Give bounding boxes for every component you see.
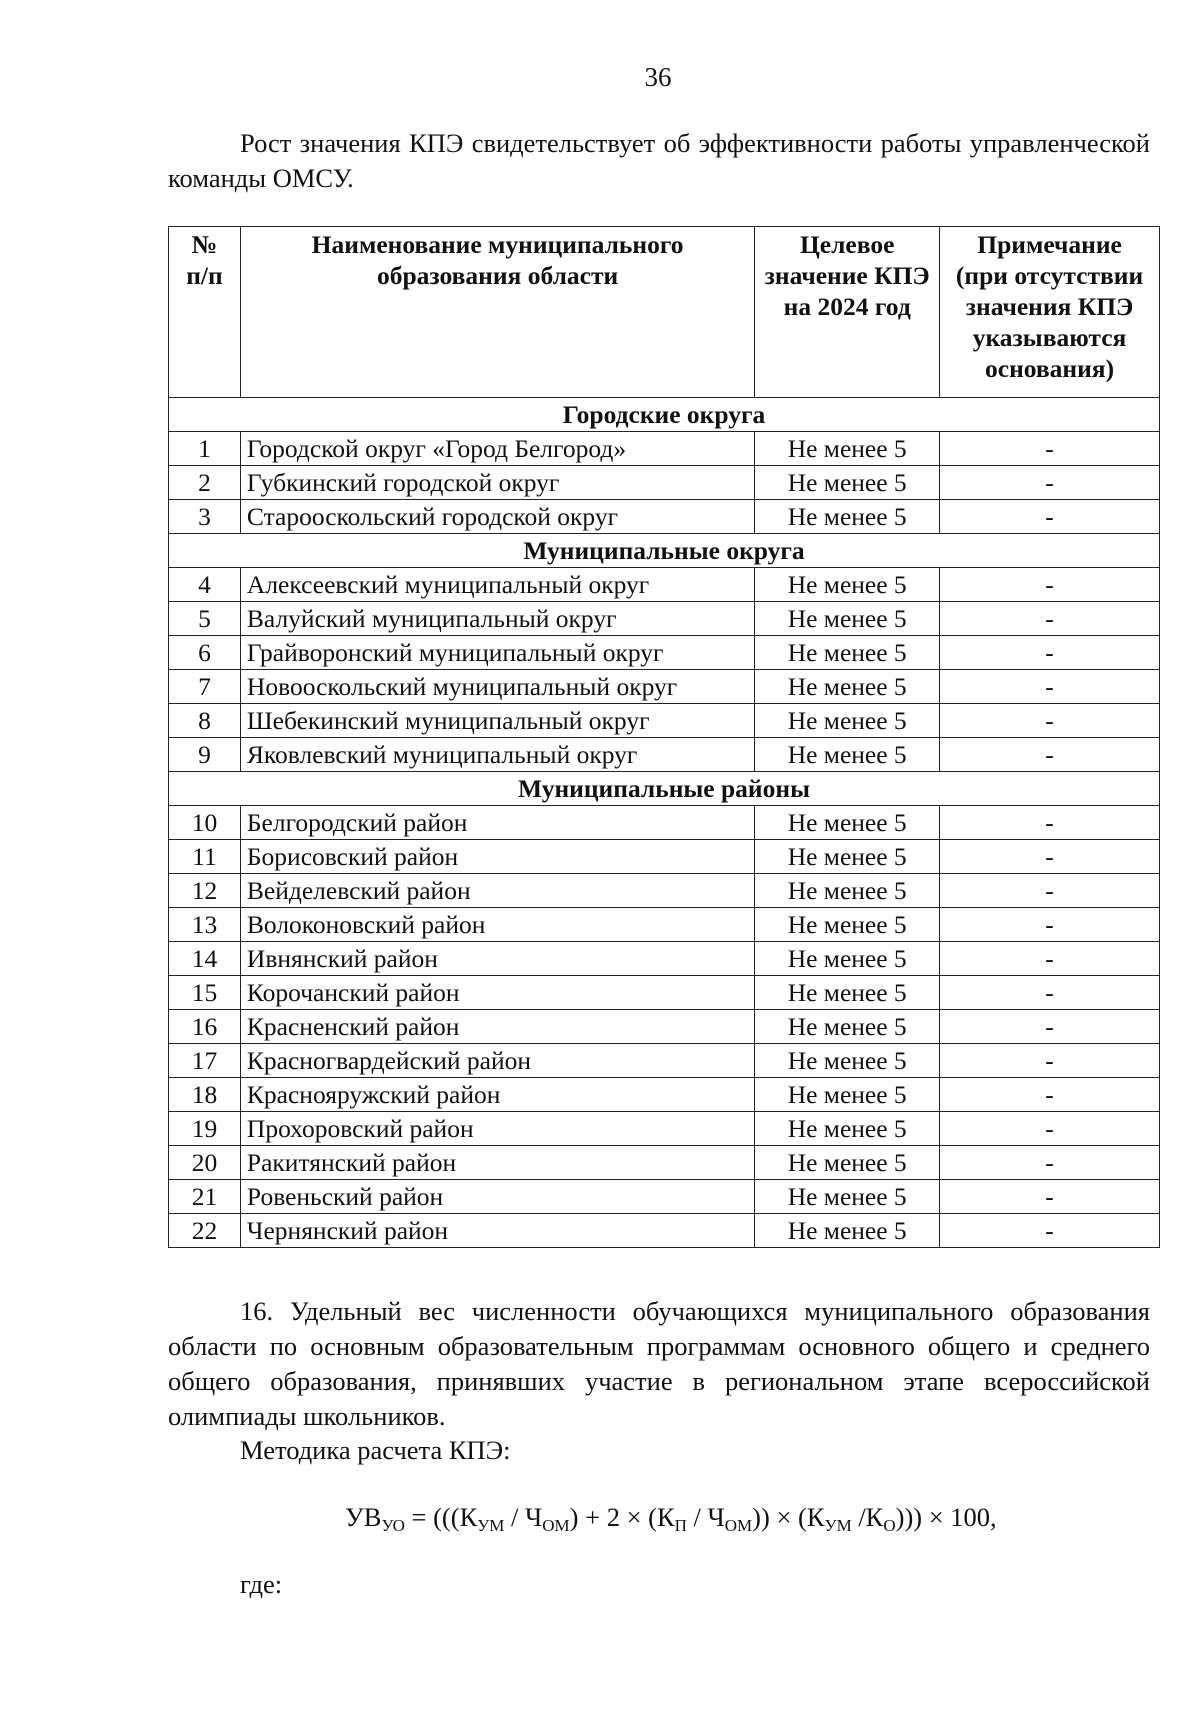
cell-note: - — [940, 738, 1160, 772]
cell-name: Вейделевский район — [240, 874, 754, 908]
cell-note: - — [940, 1180, 1160, 1214]
formula-sub: П — [674, 1516, 687, 1535]
cell-num: 22 — [169, 1214, 241, 1248]
cell-value: Не менее 5 — [755, 670, 940, 704]
method-label: Методика расчета КПЭ: — [240, 1435, 511, 1465]
kpe-table — [168, 226, 1160, 1248]
cell-name: Белгородский район — [240, 806, 754, 840]
cell-value: Не менее 5 — [755, 1146, 940, 1180]
section-title: Муниципальные районы — [169, 772, 1160, 806]
table-row — [169, 942, 1160, 976]
cell-note: - — [940, 602, 1160, 636]
cell-name: Ракитянский район — [240, 1146, 754, 1180]
cell-note: - — [940, 704, 1160, 738]
formula-part: /К — [851, 1502, 884, 1532]
table-row — [169, 1214, 1160, 1248]
cell-num: 21 — [169, 1180, 241, 1214]
cell-note: - — [940, 1044, 1160, 1078]
cell-value: Не менее 5 — [755, 908, 940, 942]
cell-num: 18 — [169, 1078, 241, 1112]
section-title: Городские округа — [169, 398, 1160, 432]
cell-value: Не менее 5 — [755, 806, 940, 840]
cell-name: Шебекинский муниципальный округ — [240, 704, 754, 738]
formula-part: / Ч — [686, 1502, 725, 1532]
cell-note: - — [940, 500, 1160, 534]
cell-value: Не менее 5 — [755, 738, 940, 772]
cell-num: 3 — [169, 500, 241, 534]
cell-note: - — [940, 568, 1160, 602]
cell-value: Не менее 5 — [755, 942, 940, 976]
cell-num: 19 — [169, 1112, 241, 1146]
section-row — [169, 398, 1160, 432]
table-row — [169, 432, 1160, 466]
formula — [345, 1502, 997, 1536]
table-row — [169, 1112, 1160, 1146]
cell-name: Губкинский городской округ — [240, 466, 754, 500]
cell-num: 5 — [169, 602, 241, 636]
cell-value: Не менее 5 — [755, 874, 940, 908]
cell-num: 7 — [169, 670, 241, 704]
intro-text: Рост значения КПЭ свидетельствует об эффективности работы управленческой команды ОМСУ. — [168, 128, 1150, 193]
cell-num: 15 — [169, 976, 241, 1010]
cell-name: Валуйский муниципальный округ — [240, 602, 754, 636]
cell-note: - — [940, 1078, 1160, 1112]
cell-value: Не менее 5 — [755, 1010, 940, 1044]
cell-name: Красненский район — [240, 1010, 754, 1044]
formula-sub: О — [883, 1516, 896, 1535]
cell-num: 6 — [169, 636, 241, 670]
cell-value: Не менее 5 — [755, 1180, 940, 1214]
cell-note: - — [940, 976, 1160, 1010]
table-row — [169, 636, 1160, 670]
cell-name: Прохоровский район — [240, 1112, 754, 1146]
where-label: где: — [240, 1569, 283, 1599]
cell-note: - — [940, 636, 1160, 670]
cell-num: 12 — [169, 874, 241, 908]
cell-note: - — [940, 1214, 1160, 1248]
table-row — [169, 738, 1160, 772]
cell-num: 11 — [169, 840, 241, 874]
header-note — [940, 227, 1160, 398]
table-row — [169, 500, 1160, 534]
formula-part: / Ч — [504, 1502, 543, 1532]
item16-paragraph — [168, 1294, 1150, 1434]
cell-name: Городской округ «Город Белгород» — [240, 432, 754, 466]
table-header-row — [169, 227, 1160, 398]
cell-num: 16 — [169, 1010, 241, 1044]
table-row — [169, 602, 1160, 636]
cell-num: 13 — [169, 908, 241, 942]
cell-name: Яковлевский муниципальный округ — [240, 738, 754, 772]
header-note-title: Примечание — [977, 230, 1122, 259]
formula-part: ))) × 100, — [895, 1502, 997, 1532]
table-row — [169, 568, 1160, 602]
cell-num: 2 — [169, 466, 241, 500]
cell-value: Не менее 5 — [755, 840, 940, 874]
intro-paragraph — [168, 126, 1150, 196]
item16-text: 16. Удельный вес численности обучающихся муниципального образования области по основным образовательным программам основного общего и среднего общего образования, принявших участие в региональном этапе всероссийской олимпиады школьников. — [168, 1296, 1150, 1431]
cell-note: - — [940, 908, 1160, 942]
header-target: Целевое значение КПЭ на 2024 год — [755, 227, 940, 398]
cell-num: 8 — [169, 704, 241, 738]
table-row — [169, 466, 1160, 500]
table-row — [169, 1010, 1160, 1044]
cell-value: Не менее 5 — [755, 976, 940, 1010]
cell-note: - — [940, 806, 1160, 840]
cell-name: Корочанский район — [240, 976, 754, 1010]
section-title: Муниципальные округа — [169, 534, 1160, 568]
cell-name: Ивнянский район — [240, 942, 754, 976]
cell-num: 20 — [169, 1146, 241, 1180]
cell-note: - — [940, 874, 1160, 908]
formula-sub: УМ — [477, 1516, 505, 1535]
cell-num: 1 — [169, 432, 241, 466]
cell-value: Не менее 5 — [755, 1214, 940, 1248]
cell-value: Не менее 5 — [755, 1044, 940, 1078]
cell-note: - — [940, 432, 1160, 466]
cell-num: 17 — [169, 1044, 241, 1078]
table-row — [169, 1146, 1160, 1180]
cell-value: Не менее 5 — [755, 432, 940, 466]
header-num: № п/п — [169, 227, 241, 398]
cell-note: - — [940, 1146, 1160, 1180]
cell-note: - — [940, 1010, 1160, 1044]
cell-value: Не менее 5 — [755, 1112, 940, 1146]
formula-part: = (((К — [404, 1502, 478, 1532]
table-row — [169, 976, 1160, 1010]
cell-note: - — [940, 840, 1160, 874]
table-row — [169, 670, 1160, 704]
formula-part: )) × (К — [752, 1502, 825, 1532]
formula-sub: УМ — [824, 1516, 852, 1535]
cell-name: Волоконовский район — [240, 908, 754, 942]
cell-num: 4 — [169, 568, 241, 602]
cell-value: Не менее 5 — [755, 636, 940, 670]
table-row — [169, 704, 1160, 738]
table-row — [169, 806, 1160, 840]
cell-value: Не менее 5 — [755, 602, 940, 636]
cell-name: Ровеньский район — [240, 1180, 754, 1214]
table-row — [169, 1180, 1160, 1214]
cell-name: Красногвардейский район — [240, 1044, 754, 1078]
cell-num: 10 — [169, 806, 241, 840]
page-number: 36 — [644, 62, 672, 92]
cell-name: Грайворонский муниципальный округ — [240, 636, 754, 670]
header-note-detail: (при отсутствии значения КПЭ указываются основания) — [955, 261, 1144, 383]
cell-value: Не менее 5 — [755, 568, 940, 602]
table-row — [169, 874, 1160, 908]
table-body — [169, 398, 1160, 1248]
cell-value: Не менее 5 — [755, 704, 940, 738]
cell-name: Новооскольский муниципальный округ — [240, 670, 754, 704]
table-row — [169, 1044, 1160, 1078]
formula-part: ) + 2 × (К — [569, 1502, 675, 1532]
cell-note: - — [940, 670, 1160, 704]
formula-sub: ОМ — [724, 1516, 753, 1535]
cell-name: Чернянский район — [240, 1214, 754, 1248]
cell-name: Краснояружский район — [240, 1078, 754, 1112]
cell-note: - — [940, 1112, 1160, 1146]
cell-name: Старооскольский городской округ — [240, 500, 754, 534]
section-row — [169, 534, 1160, 568]
cell-num: 14 — [169, 942, 241, 976]
cell-name: Борисовский район — [240, 840, 754, 874]
formula-sub: УО — [381, 1516, 405, 1535]
cell-num: 9 — [169, 738, 241, 772]
cell-name: Алексеевский муниципальный округ — [240, 568, 754, 602]
cell-value: Не менее 5 — [755, 1078, 940, 1112]
cell-note: - — [940, 942, 1160, 976]
table-row — [169, 908, 1160, 942]
cell-value: Не менее 5 — [755, 466, 940, 500]
section-row — [169, 772, 1160, 806]
formula-part: УВ — [345, 1502, 382, 1532]
cell-value: Не менее 5 — [755, 500, 940, 534]
cell-note: - — [940, 466, 1160, 500]
table-row — [169, 1078, 1160, 1112]
formula-sub: ОМ — [542, 1516, 570, 1535]
header-name: Наименование муниципального образования области — [240, 227, 754, 398]
table-row — [169, 840, 1160, 874]
